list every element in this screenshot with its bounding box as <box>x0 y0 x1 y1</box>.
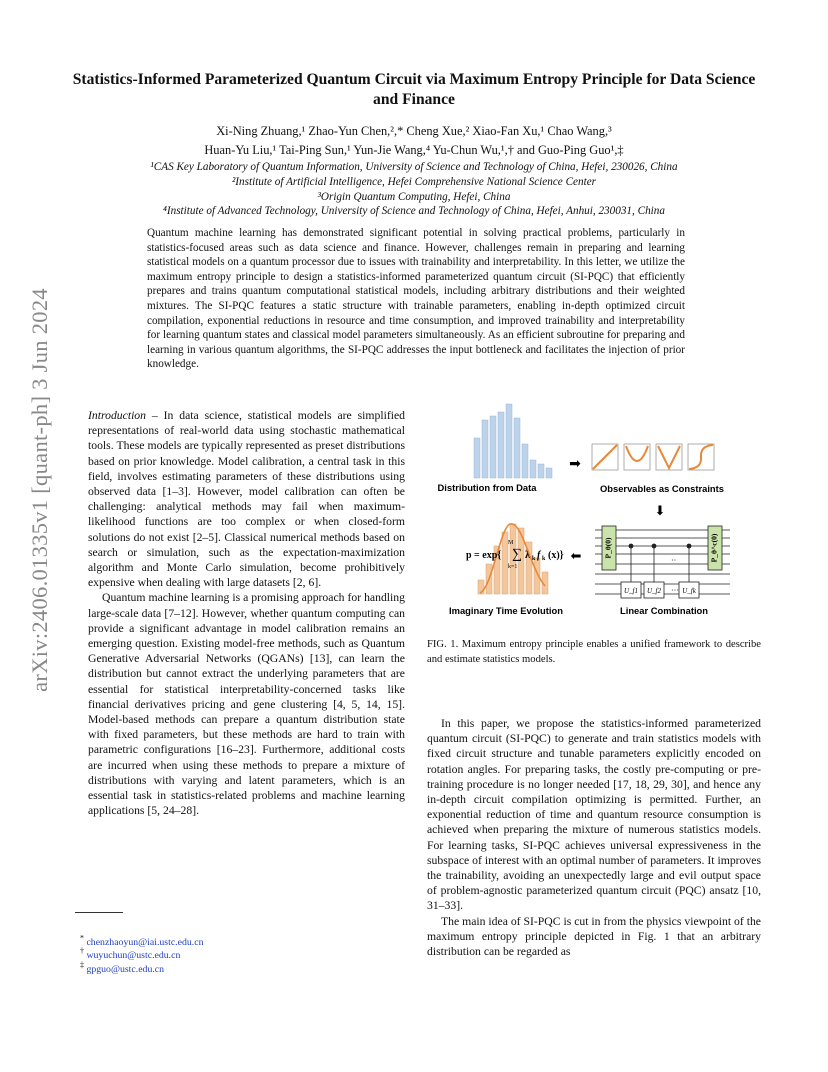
equation: p = exp{ <box>466 550 502 561</box>
email-link[interactable]: wuyuchun@ustc.edu.cn <box>86 950 181 962</box>
gate-unprep-label: P_θ^c(0) <box>709 533 719 563</box>
authors-line-2: Huan-Yu Liu,¹ Tai-Ping Sun,¹ Yun-Jie Wang,⁴ Yu-Chun Wu,¹,† and Guo-Ping Guo¹,‡ <box>204 143 624 157</box>
affiliation-3: ³Origin Quantum Computing, Hefei, China <box>317 190 511 203</box>
gate-ellipsis: ··· <box>671 586 679 595</box>
histogram-bar <box>546 468 552 478</box>
figure-arrow-right: ➡ <box>569 456 581 472</box>
affiliation-4: ⁴Institute of Advanced Technology, University of Science and Technology of China, Hefei, Anhui, 230031, China <box>163 205 665 218</box>
affiliations <box>60 160 768 219</box>
figure-arrow-left: ⬅ <box>570 549 582 564</box>
paper-title: Statistics-Informed Parameterized Quantum Circuit via Maximum Entropy Principle for Data Science and Finance <box>72 71 756 108</box>
intro-label: Introduction <box>88 409 146 422</box>
histogram-bar <box>506 404 512 478</box>
email-link[interactable]: chenzhaoyun@iai.ustc.edu.cn <box>86 937 204 948</box>
u-gate-1-label: U_f1 <box>624 587 638 595</box>
figure-1 <box>430 398 760 620</box>
sigma-symbol: ∑ <box>512 547 522 562</box>
eq-body: λ <box>525 550 530 561</box>
eq-lower: k=1 <box>508 564 518 570</box>
footnote-mark: † <box>80 947 84 957</box>
footnote-3 <box>80 960 203 976</box>
eq-upper: M <box>508 540 514 546</box>
arxiv-side-stamp <box>20 288 60 692</box>
histogram-bar <box>522 444 528 478</box>
eq-k1: k <box>532 556 536 562</box>
control-dot <box>629 544 634 549</box>
email-link[interactable]: gpguo@ustc.edu.cn <box>86 963 165 975</box>
affiliation-2: ²Institute of Artificial Intelligence, Hefei Comprehensive National Science Center <box>231 175 597 188</box>
circuit-dots: ·· <box>671 556 677 565</box>
eq-k2: k <box>542 556 546 562</box>
label-ite: Imaginary Time Evolution <box>449 605 563 616</box>
histogram <box>474 404 552 478</box>
footnotes <box>80 933 204 976</box>
affiliation-1: ¹CAS Key Laboratory of Quantum Information, University of Science and Technology of China, Hefei, 230026, China <box>150 161 678 173</box>
figure-caption: FIG. 1. Maximum entropy principle enables a unified framework to describe and estimate statistics models. <box>427 639 761 665</box>
histogram-bar <box>498 412 504 478</box>
histogram-bar <box>490 416 496 478</box>
u-gate-2-label: U_f2 <box>647 587 661 595</box>
figure-arrow-down: ⬇ <box>654 504 666 519</box>
histogram-bar <box>482 420 488 478</box>
label-observables: Observables as Constraints <box>599 483 725 494</box>
footnote-rule <box>75 912 123 913</box>
u-gate-k-label: U_fk <box>682 587 696 595</box>
gate-prep-label: P_θ(0) <box>603 537 613 559</box>
eq-x: (x)} <box>548 550 564 561</box>
footnote-2 <box>80 949 203 962</box>
footnote-mark: ‡ <box>80 960 84 970</box>
paragraph-proposal: In this paper, we propose the statistics-informed parameterized quantum circuit (SI-PQC) to generate and train statistics models with fixed circuit structure and tunable parameters explicitly encoded on rotation angles. For preparing tasks, the costly pre-computing or pre-training procedure is no longer needed [17, 18, 29, 30], and hence any in-depth circuit compilation optimizing is permitted. Further, an exponential reduction of time and quantum resource consumption is achieved when preparing the mixture of numerous statistics models. For learning tasks, SI-PQC achieves universal expressiveness in the subspace of interest with an optimal number of parameters. It improves the trainability, avoiding an unexpectedly large and evil output space of problem-agnostic parameterized quantum circuit (PQC) ansatz [10, 31–33]. <box>427 717 761 913</box>
footnote-mark: * <box>80 933 84 943</box>
constraint-plots <box>592 444 714 470</box>
eq-f: f <box>537 550 541 561</box>
left-column <box>88 408 405 818</box>
control-dot <box>652 544 657 549</box>
label-distribution: Distribution from Data <box>437 482 537 493</box>
label-linear: Linear Combination <box>619 605 709 616</box>
histogram-bar <box>538 464 544 478</box>
author-list <box>80 122 748 160</box>
abstract: Quantum machine learning has demonstrated significant potential in solving practical problems, particularly in statistics-focused areas such as data science and finance. However, challenges remain in preparing and learning statistical models on a quantum processor due to issues with trainability and interpretability. In this letter, we utilize the maximum entropy principle to design a statistics-informed parameterized quantum circuit (SI-PQC) that efficiently prepares and trains quantum computational statistical models, including arbitrary distributions and their weighted mixtures. The SI-PQC features a static structure with trainable parameters, enabling in-depth optimized circuit compilation, exponential reductions in resource and time consumption, and improved trainability and interpretability for learning quantum states and classical model parameters simultaneously. As an efficient subroutine for preparing and learning in various quantum algorithms, the SI-PQC addresses the input bottleneck and facilitates the injection of prior knowledge. <box>147 227 685 371</box>
intro-text: – In data science, statistical models are simplified representations of real-world data using stochastic mathematical tools. These models are typically represented as preset distributions based on prior knowledge. Model calibration, a central task in this field, involves estimating parameters of these distributions using observed data [1–3]. However, model calibration can often be challenging: analytical methods may fail when maximum-likelihood functions are too complex or when closed-form solutions do not exist [2–5]. Classical numerical methods based on search or simulation, such as the expectation-maximization algorithm and Monte Carlo simulation, become prohibitively expensive when dealing with large datasets [2, 6]. <box>88 409 405 590</box>
paragraph-qml: Quantum machine learning is a promising approach for handling large-scale data [7–12]. However, whether quantum computing can provide a significant advantage in model calibration remains an emerging question. Existing model-free methods, such as Quantum Generative Adversarial Networks (QGANs) [13], can learn the distribution but cannot extract the underlying parameters that are essential for statistical interpretability-concerned tasks like financial derivatives pricing and gene clustering [4, 5, 14, 15]. Model-based methods can prepare a quantum distribution state with fixed parameters, but these methods are hard to train with parametric configurations [16–23]. Furthermore, additional costs are incurred when using these methods to prepare a mixture of distributions with varying and latent parameters, which is an essential task in statistics-related problems and machine learning applications [5, 24–28]. <box>88 591 405 818</box>
control-dot <box>687 544 692 549</box>
authors-line-1: Xi-Ning Zhuang,¹ Zhao-Yun Chen,²,* Cheng Xue,² Xiao-Fan Xu,¹ Chao Wang,³ <box>216 124 612 138</box>
histogram-bar <box>530 460 536 478</box>
right-column <box>427 716 761 959</box>
intro-paragraph <box>88 408 405 590</box>
arxiv-stamp-text: arXiv:2406.01335v1 [quant-ph] 3 Jun 2024 <box>27 288 52 692</box>
footnote-1 <box>80 933 204 949</box>
paragraph-main-idea: The main idea of SI-PQC is cut in from the physics viewpoint of the maximum entropy principle depicted in Fig. 1 that an arbitrary distribution can be regarded as <box>427 914 761 959</box>
histogram-bar <box>514 418 520 478</box>
histogram-bar <box>474 438 480 478</box>
